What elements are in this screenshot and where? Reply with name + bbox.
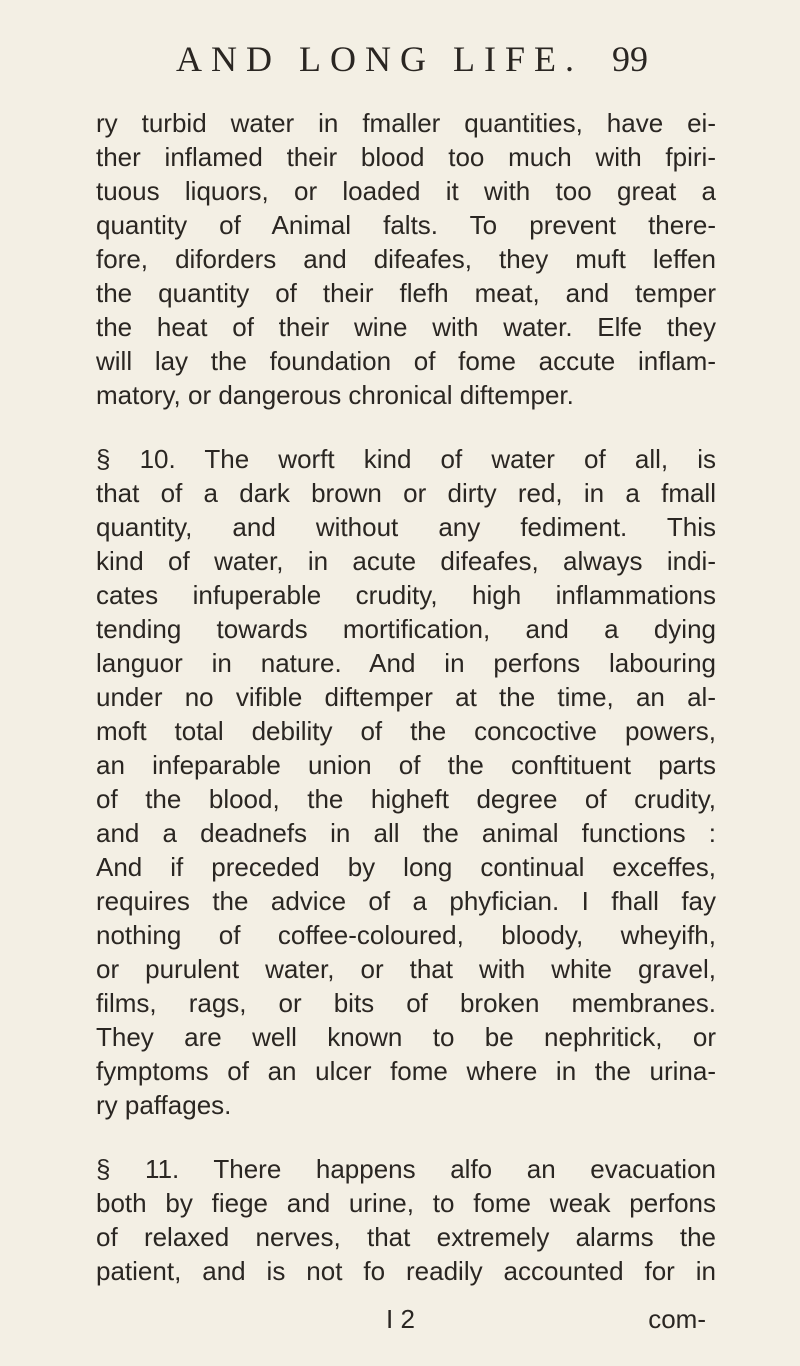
paragraph-gap: [96, 1122, 716, 1152]
text-line: cates infuperable crudity, high inflammations: [96, 580, 716, 610]
text-line: quantity of Animal falts. To prevent there-: [96, 210, 716, 240]
paragraph-gap: [96, 412, 716, 442]
text-line: requires the advice of a phyfician. I fhall fay: [96, 886, 716, 916]
text-line: the quantity of their flefh meat, and temper: [96, 278, 716, 308]
text-line: under no vifible diftemper at the time, an al-: [96, 682, 716, 712]
text-line: an infeparable union of the conftituent parts: [96, 750, 716, 780]
text-line: And if preceded by long continual exceffes,: [96, 852, 716, 882]
text-line: matory, or dangerous chronical diftemper.: [96, 380, 574, 410]
paragraph: [96, 1152, 716, 1288]
text-line: § 11. There happens alfo an evacuation: [96, 1154, 716, 1184]
text-line: ry turbid water in fmaller quantities, have ei-: [96, 108, 716, 138]
text-line: They are well known to be nephritick, or: [96, 1022, 716, 1052]
text-line: quantity, and without any fediment. This: [96, 512, 716, 542]
signature-mark: I 2: [386, 1304, 415, 1334]
text-line: and a deadnefs in all the animal functions :: [96, 818, 716, 848]
page-number: 99: [612, 39, 648, 79]
paragraph: [96, 442, 716, 1122]
text-line: of the blood, the higheft degree of crudity,: [96, 784, 716, 814]
text-line: films, rags, or bits of broken membranes.: [96, 988, 716, 1018]
text-line: moft total debility of the concoctive powers,: [96, 716, 716, 746]
catchword: com-: [648, 1304, 706, 1334]
text-line: fore, diforders and difeafes, they muft leffen: [96, 244, 716, 274]
body-text: [96, 106, 716, 1288]
text-line: kind of water, in acute difeafes, always indi-: [96, 546, 716, 576]
text-line: § 10. The worft kind of water of all, is: [96, 444, 716, 474]
text-line: the heat of their wine with water. Elfe they: [96, 312, 716, 342]
text-line: both by fiege and urine, to fome weak perfons: [96, 1188, 716, 1218]
page-footer: [96, 1302, 716, 1336]
text-line: ry paffages.: [96, 1090, 232, 1120]
text-line: ther inflamed their blood too much with fpiri-: [96, 142, 716, 172]
text-line: or purulent water, or that with white gravel,: [96, 954, 716, 984]
text-line: that of a dark brown or dirty red, in a fmall: [96, 478, 716, 508]
text-line: patient, and is not fo readily accounted for in: [96, 1256, 716, 1286]
text-line: nothing of coffee-coloured, bloody, wheyifh,: [96, 920, 716, 950]
running-head: AND LONG LIFE.: [176, 39, 583, 79]
page-header: [0, 38, 800, 88]
text-line: will lay the foundation of fome accute inflam-: [96, 346, 716, 376]
text-line: tuous liquors, or loaded it with too great a: [96, 176, 716, 206]
text-line: fymptoms of an ulcer fome where in the urina-: [96, 1056, 716, 1086]
text-line: tending towards mortification, and a dying: [96, 614, 716, 644]
paragraph: [96, 106, 716, 412]
text-line: languor in nature. And in perfons labouring: [96, 648, 716, 678]
text-line: of relaxed nerves, that extremely alarms the: [96, 1222, 716, 1252]
